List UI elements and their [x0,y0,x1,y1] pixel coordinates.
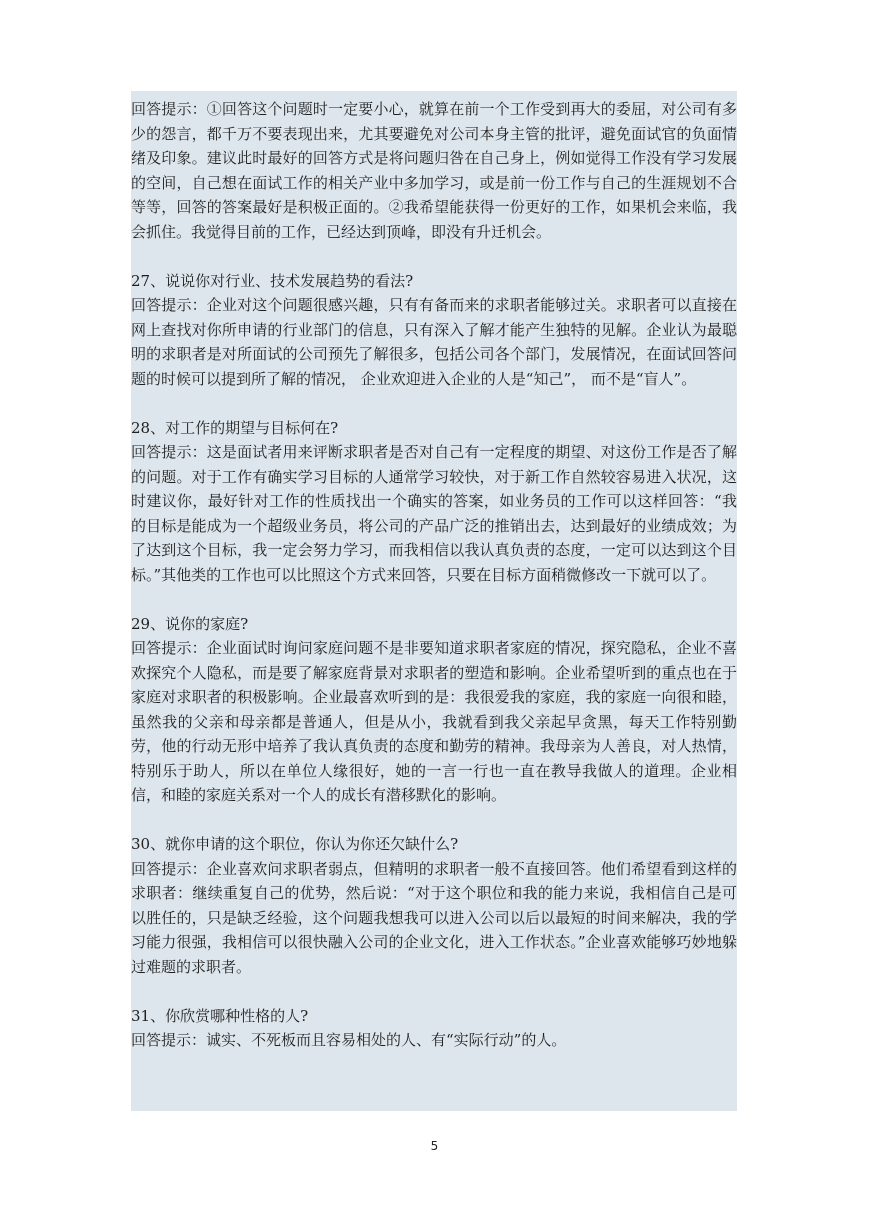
question-heading: 30、就你申请的这个职位，你认为你还欠缺什么? [131,835,459,853]
answer-text: 回答提示：诚实、不死板而且容易相处的人、有“实际行动”的人。 [131,1031,567,1049]
question-heading: 27、说说你对行业、技术发展趋势的看法? [131,271,414,290]
content-area [131,91,737,1111]
question-block-28 [131,416,737,588]
answer-text: 回答提示：这是面试者用来评断求职者是否对自己有一定程度的期望、对这份工作是否了解的问题。对于工作有确实学习目标的人通常学习较快，对于新工作自然较容易进入状况，这时建议你，最好针对工作的性质找出一个确实的答案，如业务员的工作可以这样回答：“我的目标是能成为一个超级业务员，将公司的产品广泛的推销出去，达到最好的业绩成效；为了达到这个目标，我一定会努力学习，而我相信以我认真负责的态度，一定可以达到这个目标。”其他类的工作也可以比照这个方式来回答，只要在目标方面稍微修改一下就可以了。 [131,443,737,584]
question-block-29 [131,612,737,808]
question-heading: 31、你欣赏哪种性格的人? [131,1006,309,1025]
answer-text: 回答提示：①回答这个问题时一定要小心，就算在前一个工作受到再大的委屈，对公司有多少的怨言，都千万不要表现出来，尤其要避免对公司本身主管的批评，避免面试官的负面情绪及印象。建议此时最好的回答方式是将问题归咎在自己身上，例如觉得工作没有学习发展的空间，自己想在面试工作的相关产业中多加学习，或是前一份工作与自己的生涯规划不合等等，回答的答案最好是积极正面的。②我希望能获得一份更好的工作，如果机会来临，我会抓住。我觉得目前的工作，已经达到顶峰，即没有升迁机会。 [131,100,737,241]
question-heading: 28、对工作的期望与目标何在? [131,418,339,437]
answer-block-26 [131,97,737,244]
answer-text: 回答提示：企业对这个问题很感兴趣，只有有备而来的求职者能够过关。求职者可以直接在网上查找对你所申请的行业部门的信息，只有深入了解才能产生独特的见解。企业认为最聪明的求职者是对所面试的公司预先了解很多，包括公司各个部门，发展情况，在面试回答问题的时候可以提到所了解的情况， 企业欢迎进入企业的人是“知己”， 而不是“盲人”。 [131,296,737,388]
answer-text: 回答提示：企业面试时询问家庭问题不是非要知道求职者家庭的情况，探究隐私，企业不喜欢探究个人隐私，而是要了解家庭背景对求职者的塑造和影响。企业希望听到的重点也在于家庭对求职者的积极影响。企业最喜欢听到的是：我很爱我的家庭，我的家庭一向很和睦，虽然我的父亲和母亲都是普通人，但是从小，我就看到我父亲起早贪黑，每天工作特别勤劳，他的行动无形中培养了我认真负责的态度和勤劳的精神。我母亲为人善良，对人热情，特别乐于助人，所以在单位人缘很好，她的一言一行也一直在教导我做人的道理。企业相信，和睦的家庭关系对一个人的成长有潜移默化的影响。 [131,639,737,804]
question-block-30 [131,832,737,979]
answer-text: 回答提示：企业喜欢问求职者弱点，但精明的求职者一般不直接回答。他们希望看到这样的求职者：继续重复自己的优势，然后说：“对于这个职位和我的能力来说，我相信自己是可以胜任的，只是缺乏经验，这个问题我想我可以进入公司以后以最短的时间来解决，我的学习能力很强，我相信可以很快融入公司的企业文化，进入工作状态。”企业喜欢能够巧妙地躲过难题的求职者。 [131,859,737,976]
question-block-31 [131,1004,737,1053]
question-block-27 [131,269,737,392]
page-number: 5 [430,1139,439,1153]
question-heading: 29、说你的家庭? [131,614,249,633]
